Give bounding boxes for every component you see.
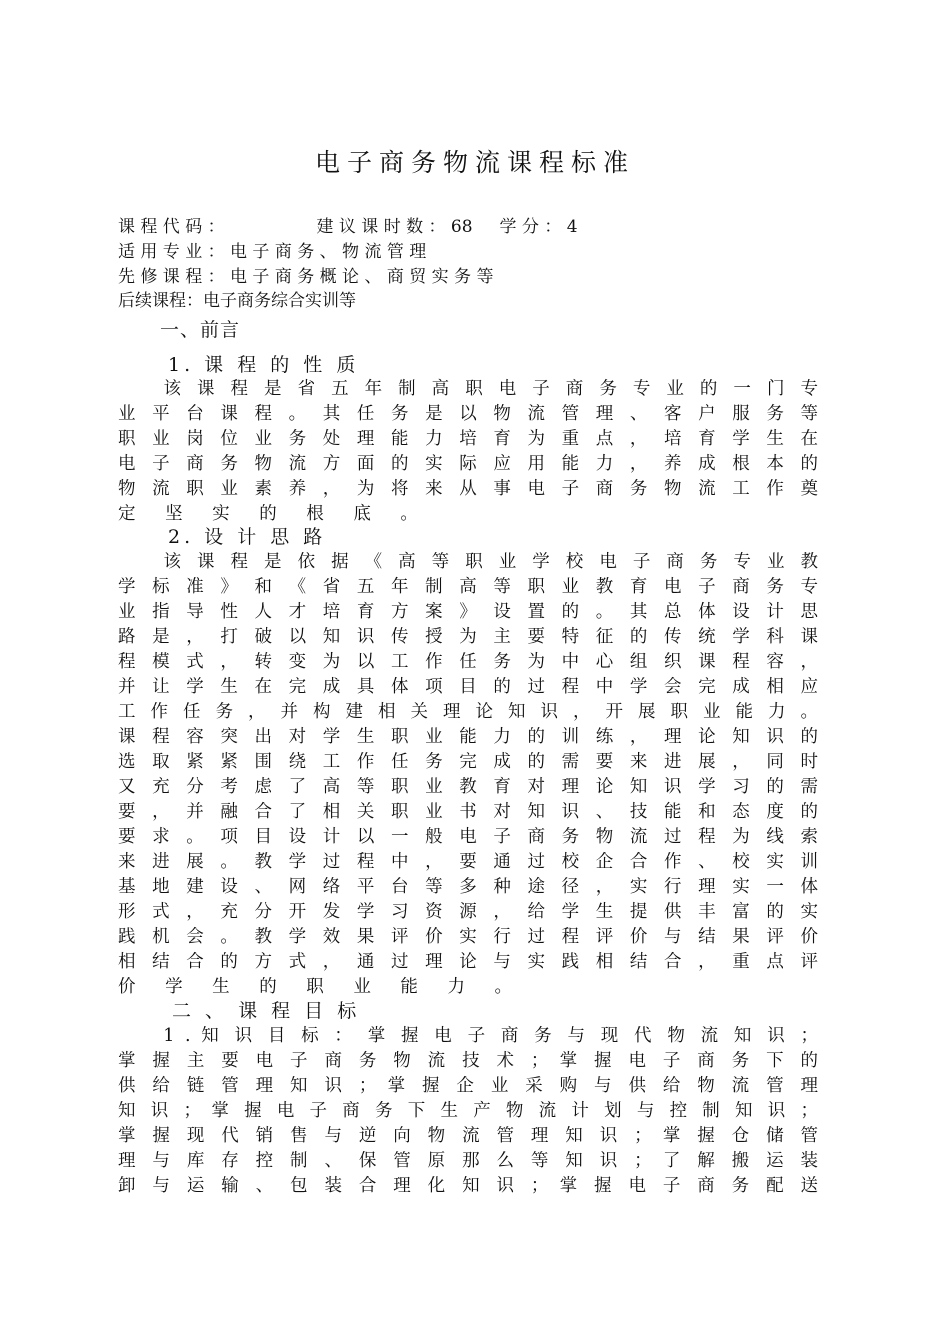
paragraph-line: 电 子 商 务 物 流 方 面 的 实 际 应 用 能 力 ， 养 成 根 本 的 <box>118 454 818 474</box>
paragraph-line: 物 流 职 业 素 养 ， 为 将 来 从 事 电 子 商 务 物 流 工 作 奠 <box>118 479 818 499</box>
paragraph-line: 又 充 分 考 虑 了 高 等 职 业 教 育 对 理 论 知 识 学 习 的 需 <box>118 777 818 797</box>
paragraph-line: 课 程 容 突 出 对 学 生 职 业 能 力 的 训 练 ， 理 论 知 识 的 <box>118 727 818 747</box>
paragraph-line: 选 取 紧 紧 围 绕 工 作 任 务 完 成 的 需 要 来 进 展 ， 同 时 <box>118 752 818 772</box>
paragraph-line: 践 机 会 。 教 学 效 果 评 价 实 行 过 程 评 价 与 结 果 评 价 <box>118 927 818 947</box>
paragraph-line: 卸 与 运 输 、 包 装 合 理 化 知 识 ； 掌 握 电 子 商 务 配 送 <box>118 1176 818 1196</box>
followup-line: 后续课程：电子商务综合实训等 <box>118 291 356 311</box>
paragraph-line: 知 识 ； 掌 握 电 子 商 务 下 生 产 物 流 计 划 与 控 制 知 识 ； <box>118 1101 818 1121</box>
paragraph-line: 基 地 建 设 、 网 络 平 台 等 多 种 途 径 ， 实 行 理 实 一 体 <box>118 877 818 897</box>
paragraph-line: 业 平 台 课 程 。 其 任 务 是 以 物 流 管 理 、 客 户 服 务 等 <box>118 404 818 424</box>
section-heading-preface: 一、前言 <box>160 319 241 341</box>
paragraph-line: 形 式 ， 充 分 开 发 学 习 资 源 ， 给 学 生 提 供 丰 富 的 实 <box>118 902 818 922</box>
paragraph-line: 职 业 岗 位 业 务 处 理 能 力 培 育 为 重 点 ， 培 育 学 生 在 <box>118 429 818 449</box>
paragraph-line: 该 课 程 是 省 五 年 制 高 职 电 子 商 务 专 业 的 一 门 专 <box>118 379 818 399</box>
section-heading-goals: 二 、 课 程 目 标 <box>172 1000 361 1022</box>
paragraph-line: 来 进 展 。 教 学 过 程 中 ， 要 通 过 校 企 合 作 、 校 实 训 <box>118 852 818 872</box>
document-title: 电子商务物流课程标准 <box>314 148 635 177</box>
paragraph-line: 1 . 知 识 目 标 ： 掌 握 电 子 商 务 与 现 代 物 流 知 识 ； <box>118 1026 818 1046</box>
course-code-line: 课 程 代 码 ： 建 议 课 时 数 ： 68 学 分 ： 4 <box>118 217 578 237</box>
paragraph-line: 学 标 准 》 和 《 省 五 年 制 高 等 职 业 教 育 电 子 商 务 专 <box>118 577 818 597</box>
paragraph-line: 掌 握 现 代 销 售 与 逆 向 物 流 管 理 知 识 ； 掌 握 仓 储 管 <box>118 1126 818 1146</box>
paragraph-line: 相 结 合 的 方 式 ， 通 过 理 论 与 实 践 相 结 合 ， 重 点 评 <box>118 952 818 972</box>
paragraph-line: 程 模 式 ， 转 变 为 以 工 作 任 务 为 中 心 组 织 课 程 容 ， <box>118 652 818 672</box>
prereq-line: 先 修 课 程 ： 电 子 商 务 概 论 、 商 贸 实 务 等 <box>118 267 494 287</box>
paragraph-line: 该 课 程 是 依 据 《 高 等 职 业 学 校 电 子 商 务 专 业 教 <box>118 552 818 572</box>
paragraph-line: 业 指 导 性 人 才 培 育 方 案 》 设 置 的 。 其 总 体 设 计 思 <box>118 602 818 622</box>
paragraph-line: 并 让 学 生 在 完 成 具 体 项 目 的 过 程 中 学 会 完 成 相 应 <box>118 677 818 697</box>
paragraph-line: 理 与 库 存 控 制 、 保 管 原 那 么 等 知 识 ； 了 解 搬 运 装 <box>118 1151 818 1171</box>
paragraph-line: 供 给 链 管 理 知 识 ； 掌 握 企 业 采 购 与 供 给 物 流 管 理 <box>118 1076 818 1096</box>
major-line: 适 用 专 业 ： 电 子 商 务 、 物 流 管 理 <box>118 242 427 262</box>
paragraph-line: 要 ， 并 融 合 了 相 关 职 业 书 对 知 识 、 技 能 和 态 度 的 <box>118 802 818 822</box>
paragraph-line: 价 学 生 的 职 业 能 力 。 <box>118 977 525 997</box>
paragraph-line: 掌 握 主 要 电 子 商 务 物 流 技 术 ； 掌 握 电 子 商 务 下 的 <box>118 1051 818 1071</box>
paragraph-line: 路 是 ， 打 破 以 知 识 传 授 为 主 要 特 征 的 传 统 学 科 课 <box>118 627 818 647</box>
paragraph-line: 要 求 。 项 目 设 计 以 一 般 电 子 商 务 物 流 过 程 为 线 索 <box>118 827 818 847</box>
paragraph-line: 工 作 任 务 ， 并 构 建 相 关 理 论 知 识 ， 开 展 职 业 能 力 。 <box>118 702 818 722</box>
subsection-heading-design: 2. 设 计 思 路 <box>168 526 327 548</box>
paragraph-line: 定 坚 实 的 根 底 。 <box>118 504 430 524</box>
subsection-heading-nature: 1. 课 程 的 性 质 <box>168 354 360 376</box>
